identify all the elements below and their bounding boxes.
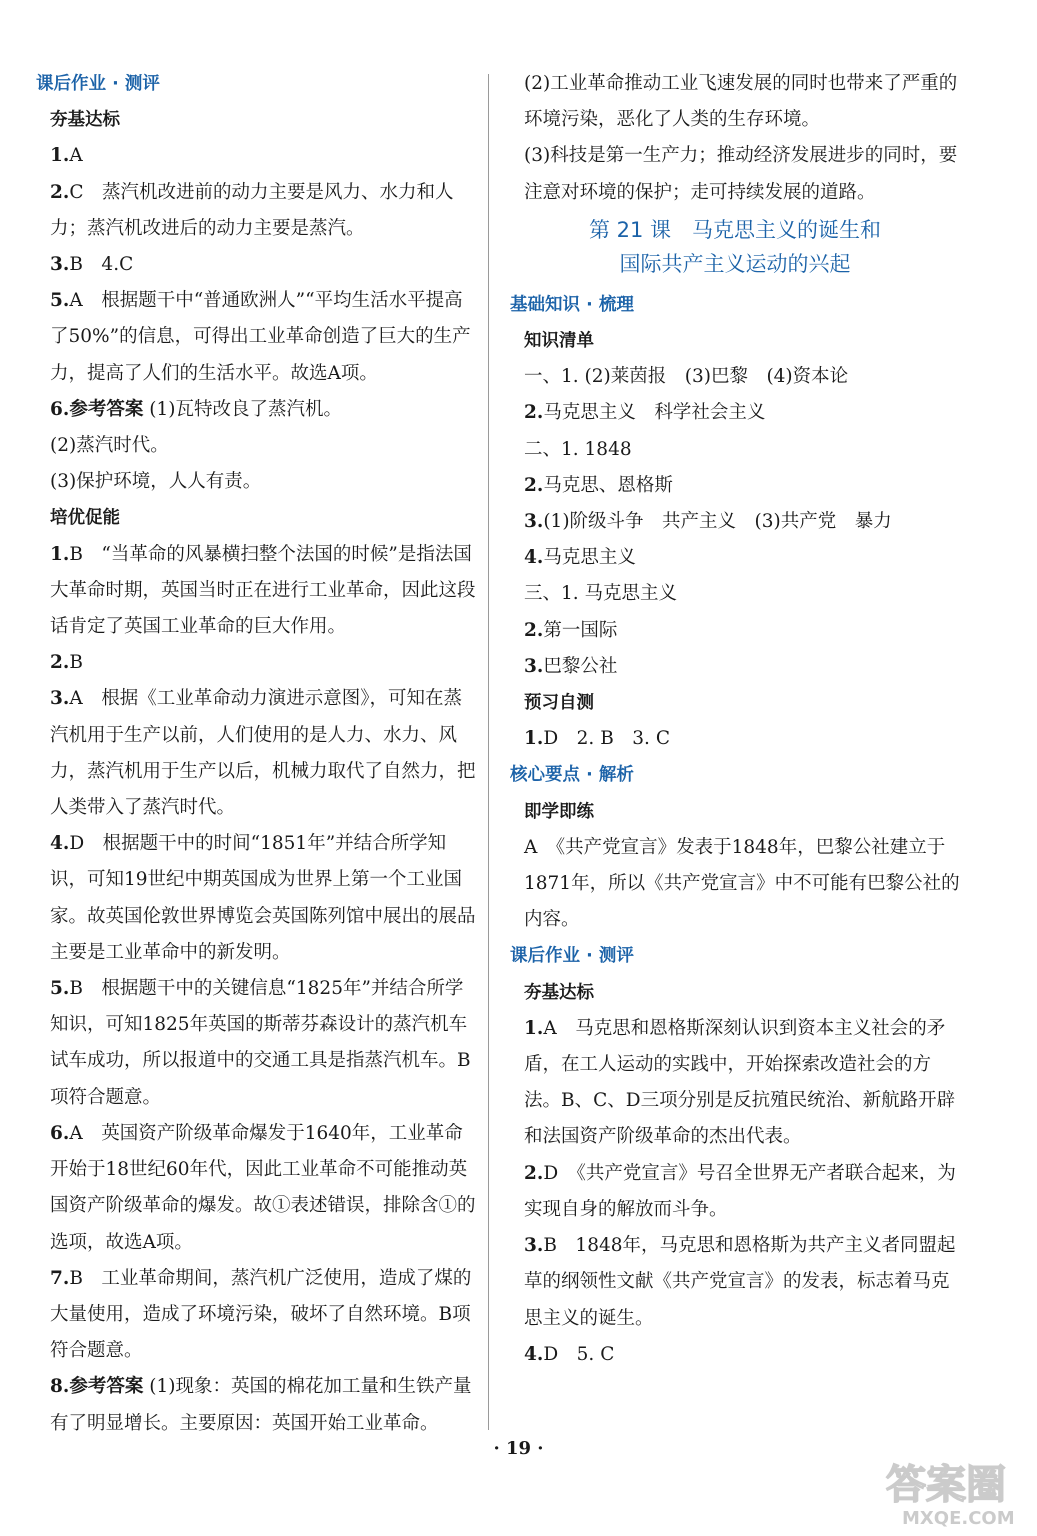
item-number: 3. (524, 511, 544, 533)
item-number: 4. (50, 833, 70, 855)
section-heading: 课后作业 · 测评 (510, 946, 634, 967)
section-heading: 核心要点 · 解析 (510, 765, 634, 786)
answer-paragraph (510, 359, 960, 395)
answer-text: 马克思主义 (543, 547, 636, 569)
item-number: 8. (50, 1376, 70, 1398)
item-number: 1. (524, 728, 544, 750)
answer-paragraph (36, 138, 476, 174)
answer-paragraph (36, 971, 476, 1116)
answer-paragraph (510, 138, 960, 210)
answer-paragraph (510, 613, 960, 649)
answer-text: B 1848年，马克思和恩格斯为共产主义者同盟起草的纲领性文献《共产党宣言》的发表，标志着马克思主义的诞生。 (524, 1235, 956, 1329)
answer-text: (2)蒸汽时代。 (50, 435, 169, 457)
answer-paragraph (510, 576, 960, 612)
answer-text: 第一国际 (543, 619, 618, 641)
subsection-heading: 培优促能 (50, 508, 120, 529)
answer-text: B (69, 652, 83, 674)
answer-paragraph (36, 175, 476, 247)
answer-text: (3)保护环境，人人有责。 (50, 471, 262, 493)
item-number: 2. (50, 652, 70, 674)
subsection-heading: 知识清单 (524, 331, 594, 352)
answer-text: D 《共产党宣言》号召全世界无产者联合起来，为实现自身的解放而斗争。 (524, 1162, 956, 1220)
item-number: 6. (50, 1122, 70, 1144)
item-number: 1. (50, 145, 70, 167)
answer-paragraph (36, 681, 476, 826)
answer-paragraph (36, 283, 476, 392)
answer-paragraph (510, 540, 960, 576)
answer-paragraph (510, 468, 960, 504)
item-number: 1. (50, 543, 70, 565)
answer-paragraph (510, 649, 960, 685)
item-number: 4. (524, 1343, 544, 1365)
answer-text: A 《共产党宣言》发表于1848年，巴黎公社建立于1871年，所以《共产党宣言》中不可能有巴黎公社的内容。 (524, 836, 960, 931)
svg-text:答案圈: 答案圈 (886, 1462, 1006, 1508)
lesson-title (510, 211, 960, 287)
svg-text:MXQE.COM: MXQE.COM (902, 1508, 1015, 1529)
column-divider (488, 74, 489, 1430)
answer-text: A 英国资产阶级革命爆发于1640年，工业革命开始于18世纪60年代，因此工业革命不可能推动英国资产阶级革命的爆发。故①表述错误，排除含①的选项，故选A项。 (50, 1122, 476, 1253)
answer-paragraph (36, 645, 476, 681)
item-number: 2. (524, 619, 544, 641)
left-column (36, 66, 476, 1442)
item-number: 3. (524, 1235, 544, 1257)
answer-paragraph (510, 504, 960, 540)
answer-text: A 马克思和恩格斯深刻认识到资本主义社会的矛盾，在工人运动的实践中，开始探索改造社会的方法。B、C、D三项分别是反抗殖民统治、新航路开辟和法国资产阶级革命的杰出代表。 (524, 1017, 956, 1148)
subsection-heading: 夯基达标 (524, 982, 594, 1003)
answer-text: A 根据题干中“普通欧洲人”“平均生活水平提高了50%”的信息，可得出工业革命创造了巨大的生产力，提高了人们的生活水平。故选A项。 (50, 290, 471, 384)
answer-text: D 5. C (543, 1343, 615, 1365)
page-number: · 19 · (493, 1438, 544, 1459)
lesson-title-line: 第 21 课 马克思主义的诞生和 (588, 217, 882, 242)
item-number: 7. (50, 1267, 70, 1289)
answer-paragraph (36, 537, 476, 646)
section-heading: 课后作业 · 测评 (36, 74, 160, 94)
answer-text: (1)阶级斗争 共产主义 (3)共产党 暴力 (543, 511, 892, 533)
answer-text: B 工业革命期间，蒸汽机广泛使用，造成了煤的大量使用，造成了环境污染，破坏了自然环境。B项符合题意。 (50, 1267, 472, 1362)
item-number: 4. (524, 547, 544, 569)
answer-paragraph (36, 428, 476, 464)
answer-paragraph (36, 1116, 476, 1261)
answer-paragraph (510, 432, 960, 468)
answer-text: A 根据《工业革命动力演进示意图》，可知在蒸汽机用于生产以前，人们使用的是人力、水力、风力，蒸汽机用于生产以后，机械力取代了自然力，把人类带入了蒸汽时代。 (50, 688, 476, 819)
answer-text: C 蒸汽机改进前的动力主要是风力、水力和人力；蒸汽机改进后的动力主要是蒸汽。 (50, 181, 454, 239)
section-heading: 基础知识 · 梳理 (510, 294, 634, 315)
answer-paragraph (36, 392, 476, 428)
answer-paragraph (510, 1156, 960, 1228)
answer-text: 二、1. 1848 (524, 438, 632, 460)
answer-paragraph (510, 66, 960, 138)
item-number: 3. (50, 254, 70, 276)
item-number: 6. (50, 398, 70, 420)
right-column (510, 66, 960, 1373)
item-number: 1. (524, 1017, 544, 1039)
answer-paragraph (510, 1337, 960, 1373)
answer-label: 参考答案 (69, 1376, 144, 1398)
answer-text: 一、1. (2)莱茵报 (3)巴黎 (4)资本论 (524, 366, 849, 388)
answer-text: D 2. B 3. C (543, 728, 670, 750)
answer-text: B 根据题干中的关键信息“1825年”并结合所学知识，可知1825年英国的斯蒂芬森设计的蒸汽机车试车成功，所以报道中的交通工具是指蒸汽机车。B项符合题意。 (50, 978, 471, 1108)
answer-text: A (69, 145, 83, 167)
item-number: 2. (524, 402, 544, 424)
answer-paragraph (36, 1369, 476, 1441)
answer-paragraph (510, 1228, 960, 1337)
answer-text: (1)瓦特改良了蒸汽机。 (149, 398, 342, 420)
watermark-logo (882, 1448, 1030, 1530)
item-number: 5. (50, 978, 70, 1000)
answer-text: 三、1. 马克思主义 (524, 583, 678, 605)
answer-text: B “当革命的风暴横扫整个法国的时候”是指法国大革命时期，英国当时正在进行工业革命，因此这段话肯定了英国工业革命的巨大作用。 (50, 543, 476, 638)
answer-paragraph (36, 1261, 476, 1370)
item-number: 2. (50, 181, 70, 203)
item-number: 3. (50, 688, 70, 710)
subsection-heading: 夯基达标 (50, 110, 120, 131)
answer-text: (3)科技是第一生产力；推动经济发展进步的同时，要注意对环境的保护；走可持续发展的道路。 (524, 145, 958, 203)
subsection-heading: 预习自测 (524, 693, 594, 714)
answer-label: 参考答案 (69, 398, 144, 420)
item-number: 3. (524, 655, 544, 677)
answer-paragraph (36, 826, 476, 971)
item-number: 2. (524, 1162, 544, 1184)
item-number: 2. (524, 474, 544, 496)
lesson-title-line: 国际共产主义运动的兴起 (619, 251, 851, 276)
answer-paragraph (510, 1011, 960, 1156)
answer-text: 马克思主义 科学社会主义 (543, 402, 766, 424)
answer-text: D 根据题干中的时间“1851年”并结合所学知识，可知19世纪中期英国成为世界上第一个工业国家。故英国伦敦世界博览会英国陈列馆中展出的展品主要是工业革命中的新发明。 (50, 833, 476, 963)
answer-paragraph (36, 464, 476, 500)
item-number: 5. (50, 290, 70, 312)
answer-text: B 4.C (69, 254, 134, 276)
answer-paragraph (510, 721, 960, 757)
answer-paragraph (510, 830, 960, 939)
answer-paragraph (510, 395, 960, 431)
answer-text: 巴黎公社 (543, 655, 618, 677)
answer-text: 马克思、恩格斯 (543, 474, 673, 496)
subsection-heading: 即学即练 (524, 801, 594, 822)
answer-paragraph (36, 247, 476, 283)
answer-text: (1)现象：英国的棉花加工量和生铁产量有了明显增长。主要原因：英国开始工业革命。 (50, 1376, 472, 1434)
answer-text: (2)工业革命推动工业飞速发展的同时也带来了严重的环境污染，恶化了人类的生存环境。 (524, 73, 958, 131)
